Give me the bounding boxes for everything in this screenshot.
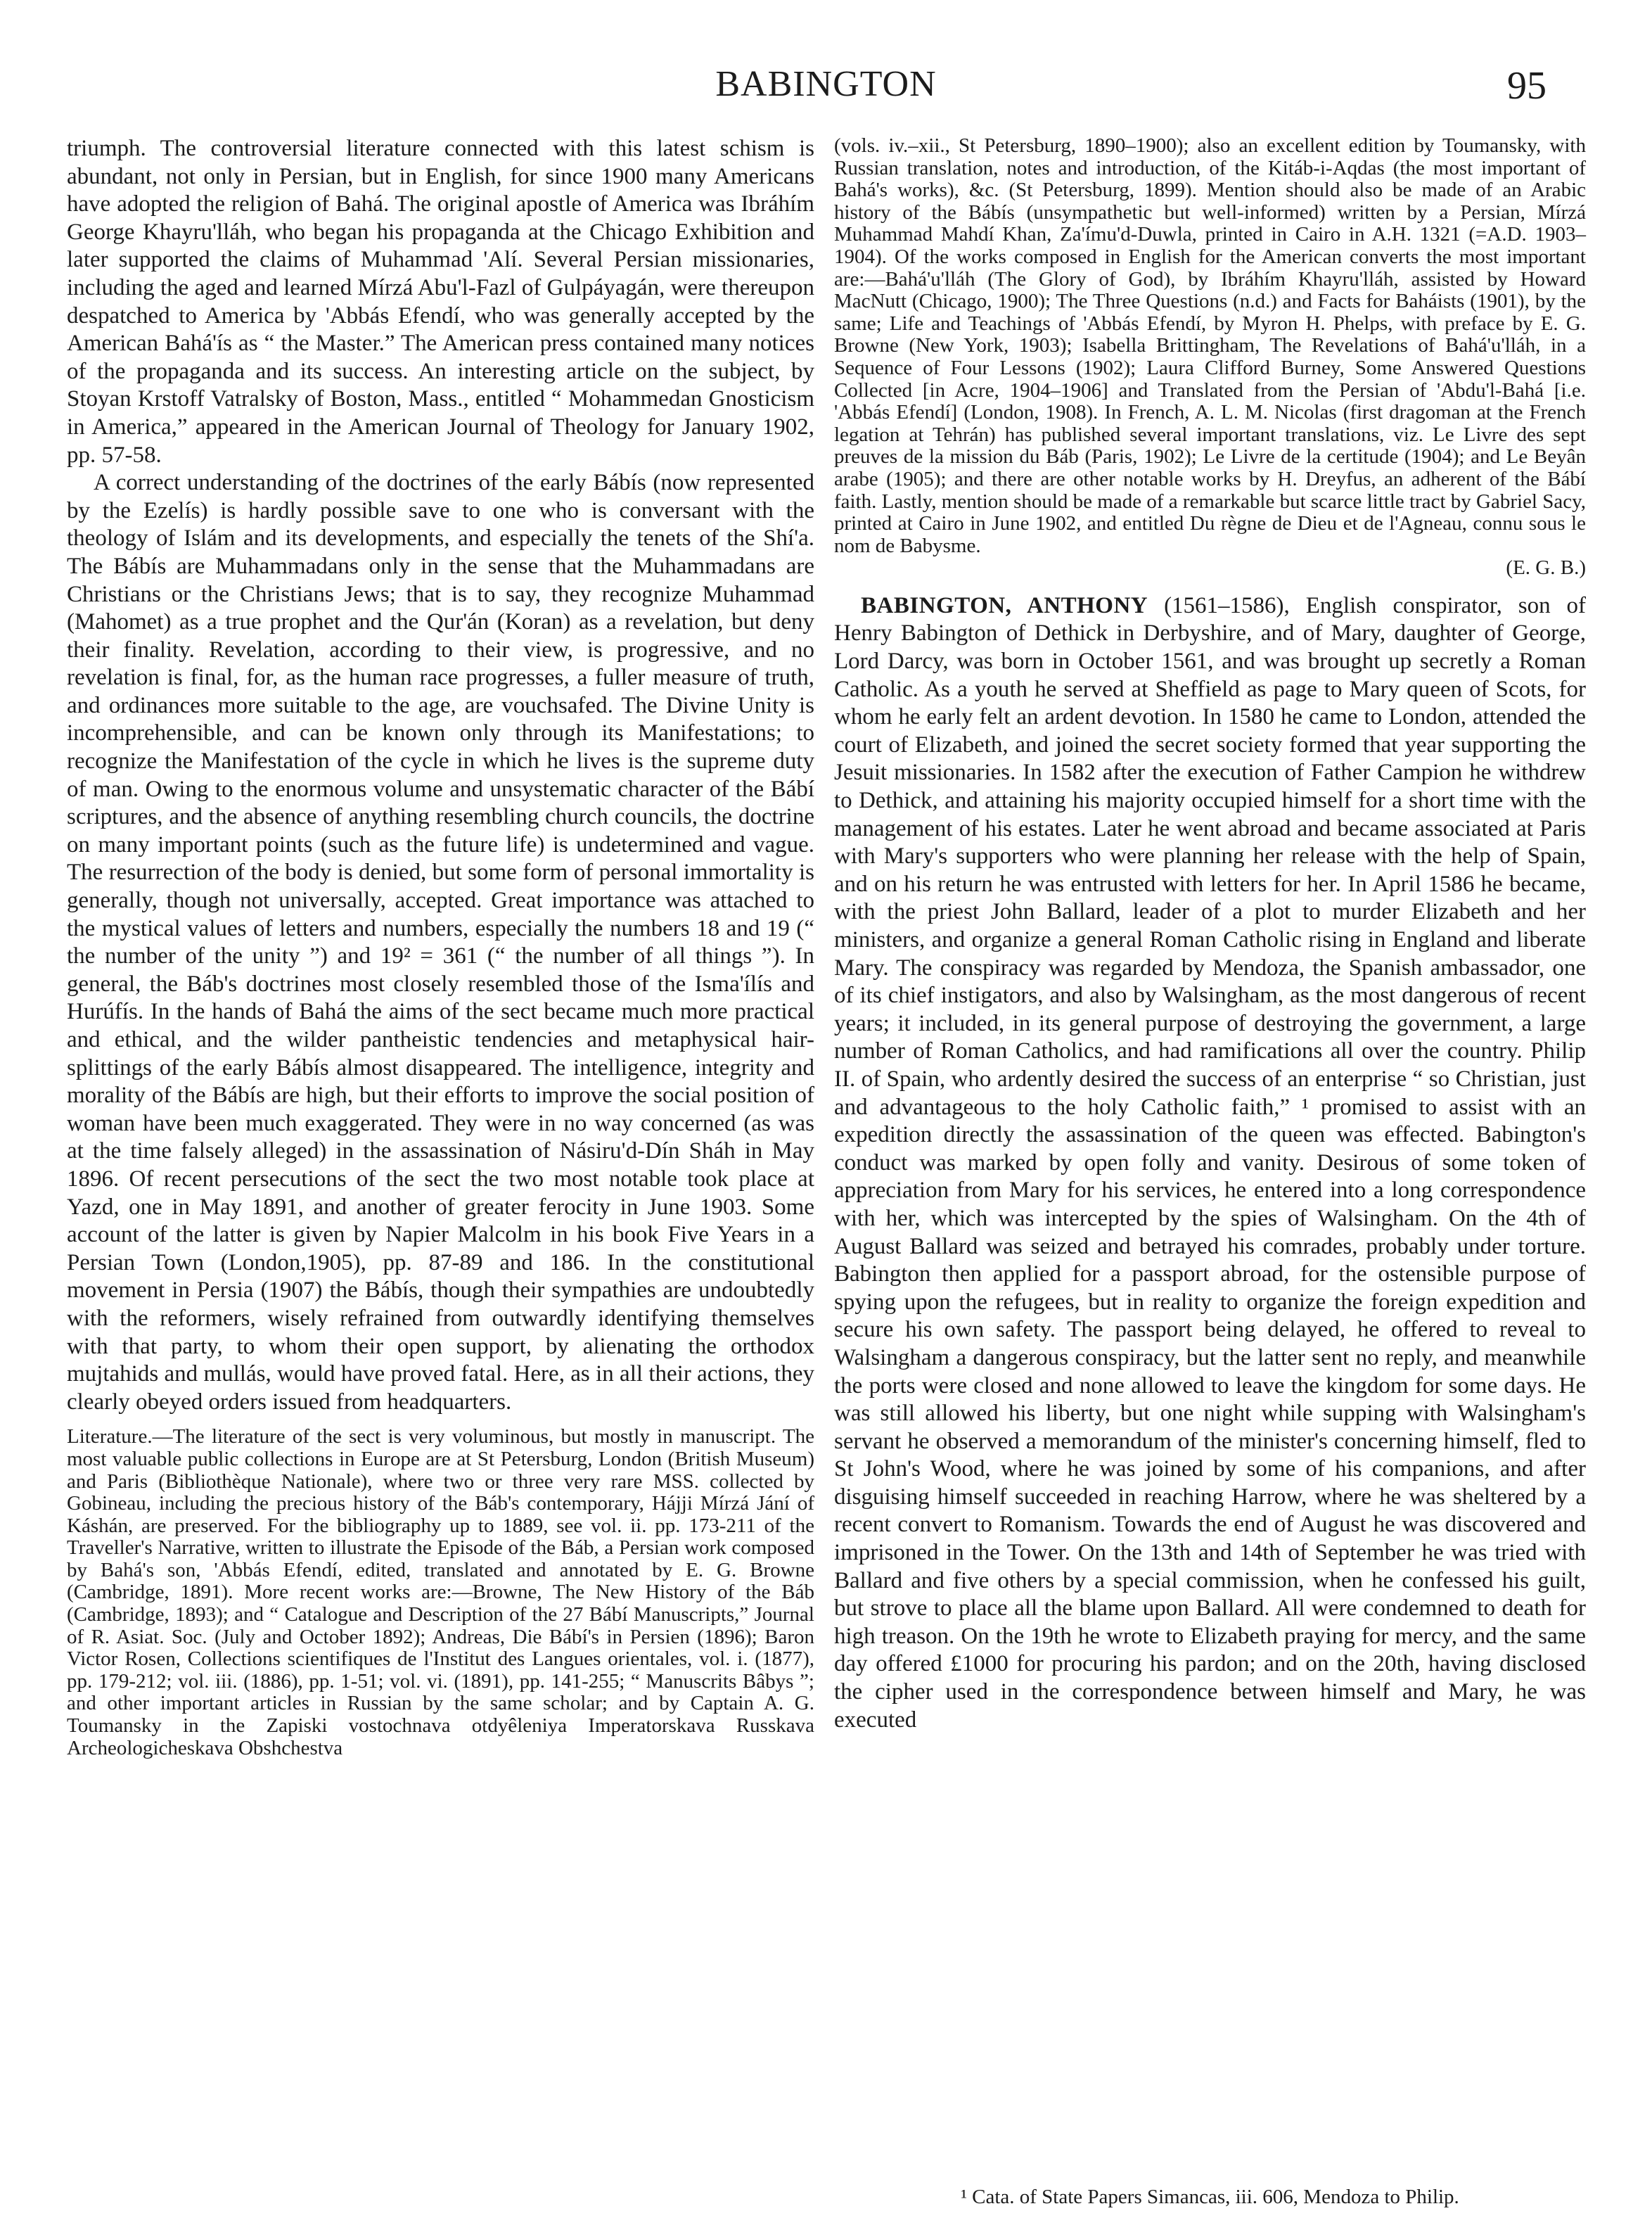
paragraph: A correct understanding of the doctrines of the early Bábís (now represented by the Ezelís) is hardly possible save to one who is conversant with the theology of Islám and its developments, and especially the tenets of the Shí'a. The Bábís are Muhammadans only in the sense that the Muhammadans are Christians or the Christians Jews; that is to say, they recognize Muhammad (Mahomet) as a true prophet and the Qur'án (Koran) as a revelation, but deny their finality. Revelation, according to their view, is progressive, and no revelation is final, for, as the human race progresses, a fuller measure of truth, and ordinances more suitable to the age, are vouchsafed. The Divine Unity is incomprehensible, and can be known only through its Manifestations; to recognize the Manifestation of the cycle in which he lives is the supreme duty of man. Owing to the enormous volume and unsystematic character of the Bábí scriptures, and the absence of anything resembling church councils, the doctrine on many important points (such as the future life) is undetermined and vague. The resurrection of the body is denied, but some form of personal immortality is generally, though not universally, accepted. Great importance was attached to the mystical values of letters and numbers, especially the numbers 18 and 19 (“ the number of the unity ”) and 19² = 361 (“ the number of all things ”). In general, the Báb's doctrines most closely resembled those of the Isma'ílís and Hurúfís. In the hands of Bahá the aims of the sect became much more practical and ethical, and the wilder pantheistic tendencies and metaphysical hair-splittings of the early Bábís almost disappeared. The intelligence, integrity and morality of the Bábís are high, but their efforts to improve the social position of woman have been much exaggerated. They were in no way concerned (as was at the time falsely alleged) in the assassination of Násiru'd-Dín Sháh in May 1896. Of recent persecutions of the sect the two most notable took place at Yazd, one in May 1891, and another of greater ferocity in June 1903. Some account of the latter is given by Napier Malcolm in his book Five Years in a Persian Town (London,1905), pp. 87-89 and 186. In the constitutional movement in Persia (1907) the Bábís, though their sympathies are undoubtedly with the reformers, wisely refrained from outwardly identifying themselves with that party, to whom their open support, by alienating the orthodox mujtahids and mullás, would have proved fatal. Here, as in all their actions, they clearly obeyed orders issued from headquarters. <box>67 470 814 1415</box>
page-number: 95 <box>1507 64 1547 108</box>
literature-continued-section <box>834 135 1586 580</box>
literature-section <box>67 1426 814 1759</box>
right-column <box>834 135 1586 1734</box>
footnote: ¹ Cata. of State Papers Simancas, iii. 606, Mendoza to Philip. <box>961 2186 1459 2208</box>
entry-heading: BABINGTON, ANTHONY <box>861 592 1148 618</box>
page-header <box>0 63 1652 127</box>
literature-text: Literature.—The literature of the sect is very voluminous, but mostly in manuscript. The most valuable public collections in Europe are at St Petersburg, London (British Museum) and Paris (Bibliothèque Nationale), where two or three very rare MSS. collected by Gobineau, including the precious history of the Báb's contemporary, Hájji Mírzá Jání of Káshán, are preserved. For the bibliography up to 1889, see vol. ii. pp. 173-211 of the Traveller's Narrative, written to illustrate the Episode of the Báb, a Persian work composed by Bahá's son, 'Abbás Efendí, edited, translated and annotated by E. G. Browne (Cambridge, 1891). More recent works are:—Browne, The New History of the Báb (Cambridge, 1893); and “ Catalogue and Description of the 27 Bábí Manuscripts,” Journal of R. Asiat. Soc. (July and October 1892); Andreas, Die Bábí's in Persien (1896); Baron Victor Rosen, Collections scientifiques de l'Institut des Langues orientales, vol. i. (1877), pp. 179-212; vol. iii. (1886), pp. 1-51; vol. vi. (1891), pp. 141-255; “ Manuscrits Bâbys ”; and other important articles in Russian by the same scholar; and by Captain A. G. Toumansky in the Zapiski vostochnava otdyêleniya Imperatorskava Russkava Archeologicheskava Obshchestva <box>67 1425 814 1759</box>
entry-text: (1561–1586), English conspirator, son of Henry Babington of Dethick in Derbyshire, and of Mary, daughter of George, Lord Darcy, was born in October 1561, and was brought up secretly a Roman Catholic. As a youth he served at Sheffield as page to Mary queen of Scots, for whom he early felt an ardent devotion. In 1580 he came to London, attended the court of Elizabeth, and joined the secret society formed that year supporting the Jesuit missionaries. In 1582 after the execution of Father Campion he withdrew to Dethick, and attaining his majority occupied himself for a short time with the management of his estates. Later he went abroad and became associated at Paris with Mary's supporters who were planning her release with the help of Spain, and on his return he was entrusted with letters for her. In April 1586 he became, with the priest John Ballard, leader of a plot to murder Elizabeth and her ministers, and organize a general Roman Catholic rising in England and liberate Mary. The conspiracy was regarded by Mendoza, the Spanish ambassador, one of its chief instigators, and also by Walsingham, as the most dangerous of recent years; it included, in its general purpose of destroying the government, a large number of Roman Catholics, and had ramifications all over the country. Philip II. of Spain, who ardently desired the success of an enterprise “ so Christian, just and advantageous to the holy Catholic faith,” ¹ promised to assist with an expedition directly the assassination of the queen was effected. Babington's conduct was marked by open folly and vanity. Desirous of some token of appreciation from Mary for his services, he entered into a long correspondence with her, which was intercepted by the spies of Walsingham. On the 4th of August Ballard was seized and betrayed his comrades, probably under torture. Babington then applied for a passport abroad, for the ostensible purpose of spying upon the refugees, but in reality to organize the foreign expedition and secure his own safety. The passport being delayed, he offered to reveal to Walsingham a dangerous conspiracy, but the latter sent no reply, and meanwhile the ports were closed and none allowed to leave the kingdom for some days. He was still allowed his liberty, but one night while supping with Walsingham's servant he observed a memorandum of the minister's concerning himself, fled to St John's Wood, where he was joined by some of his companions, and after disguising himself succeeded in reaching Harrow, where he was sheltered by a recent convert to Romanism. Towards the end of August he was discovered and imprisoned in the Tower. On the 13th and 14th of September he was tried with Ballard and five others by a special commission, when he confessed his guilt, but strove to place all the blame upon Ballard. All were condemned to death for high treason. On the 19th he wrote to Elizabeth praying for mercy, and the same day offered £1000 for procuring his pardon; and on the 20th, having disclosed the cipher used in the correspondence between himself and Mary, he was executed <box>834 592 1587 1733</box>
literature-continued-text: (vols. iv.–xii., St Petersburg, 1890–1900); also an excellent edition by Toumansky, with Russian translation, notes and introduction, of the Kitáb-i-Aqdas (the most important of Bahá's works), &c. (St Petersburg, 1899). Mention should also be made of an Arabic history of the Bábís (unsympathetic but well-informed) written by a Persian, Mírzá Muhammad Mahdí Khan, Za'ímu'd-Duwla, printed in Cairo in A.H. 1321 (=A.D. 1903–1904). Of the works composed in English for the American converts the most important are:—Bahá'u'lláh (The Glory of God), by Ibráhím Khayru'lláh, assisted by Howard MacNutt (Chicago, 1900); The Three Questions (n.d.) and Facts for Baháists (1901), by the same; Life and Teachings of 'Abbás Efendí, by Myron H. Phelps, with preface by E. G. Browne (New York, 1903); Isabella Brittingham, The Revelations of Bahá'u'lláh, in a Sequence of Four Lessons (1902); Laura Clifford Burney, Some Answered Questions Collected [in Acre, 1904–1906] and Translated from the Persian of 'Abdu'l-Bahá [i.e. 'Abbás Efendí] (London, 1908). In French, A. L. M. Nicolas (first dragoman at the French legation at Tehrán) has published several important translations, viz. Le Livre des sept preuves de la mission du Báb (Paris, 1902); Le Livre de la certitude (1904); and Le Beyân arabe (1905); and there are other notable works by H. Dreyfus, an adherent of the Bábí faith. Lastly, mention should be made of a remarkable but scarce little tract by Gabriel Sacy, printed at Cairo in June 1902, and entitled Du règne de Dieu et de l'Agneau, connu sous le nom de Babysme. <box>834 134 1586 557</box>
paragraph: triumph. The controversial literature connected with this latest schism is abundant, not only in Persian, but in English, for since 1900 many Americans have adopted the religion of Bahá. The original apostle of America was Ibráhím George Khayru'lláh, who began his propaganda at the Chicago Exhibition and later supported the claims of Muhammad 'Alí. Several Persian missionaries, including the aged and learned Mírzá Abu'l-Fazl of Gulpáyagán, were thereupon despatched to America by 'Abbás Efendí, who was generally accepted by the American Bahá'ís as “ the Master.” The American press contained many notices of the propaganda and its success. An interesting article on the subject, by Stoyan Krstoff Vatralsky of Boston, Mass., entitled “ Mohammedan Gnosticism in America,” appeared in the American Journal of Theology for January 1902, pp. 57-58. <box>67 136 814 468</box>
running-head: BABINGTON <box>715 64 937 104</box>
entry-paragraph <box>834 592 1586 1734</box>
author-signature: (E. G. B.) <box>1506 556 1586 580</box>
left-column <box>67 135 814 1759</box>
